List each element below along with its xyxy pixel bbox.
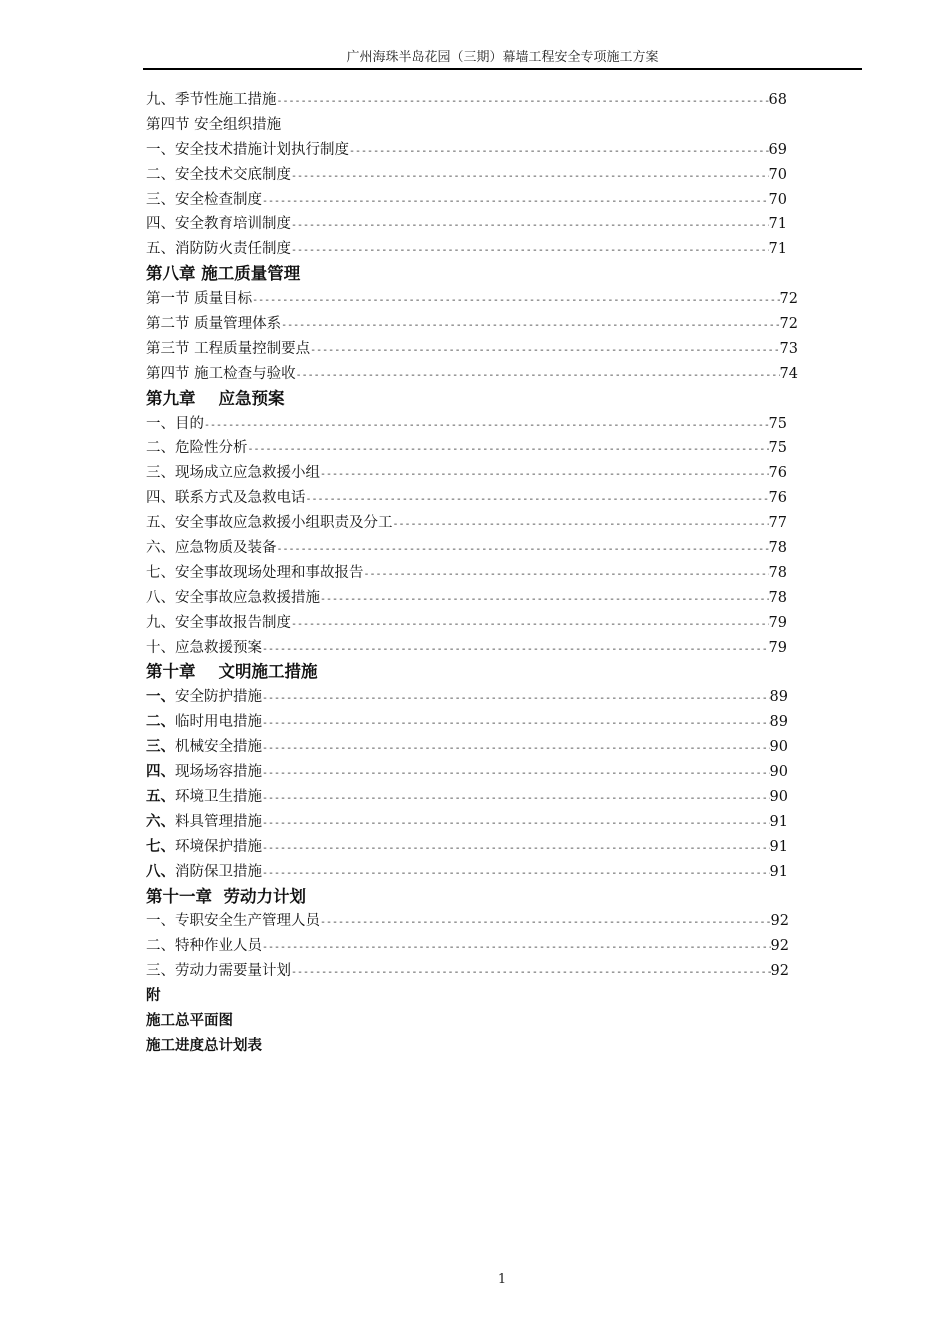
toc-entry[interactable] <box>146 561 846 586</box>
toc-page-number: 89 <box>769 714 788 731</box>
toc-entry-number: 一、 <box>146 689 175 706</box>
toc-entry[interactable] <box>146 511 846 536</box>
toc-entry-label: 安全防护措施 <box>175 689 262 706</box>
dot-leader <box>320 588 769 613</box>
toc-page-number: 92 <box>770 963 789 980</box>
toc-entry-number: 八、 <box>146 863 175 880</box>
chapter-heading[interactable]: 第十一章 劳动力计划 <box>146 886 306 906</box>
toc-entry-label: 第一节 质量目标 <box>146 291 253 308</box>
toc-entry[interactable] <box>146 412 846 437</box>
dot-leader <box>320 463 769 488</box>
toc-entry-label: 九、安全事故报告制度 <box>146 614 291 631</box>
dot-leader <box>320 911 771 936</box>
table-of-contents <box>146 88 846 1059</box>
dot-leader <box>262 837 770 862</box>
toc-entry-label: 一、目的 <box>146 415 204 432</box>
toc-entry[interactable] <box>146 436 846 461</box>
toc-entry[interactable] <box>146 88 846 113</box>
toc-page-number: 90 <box>769 739 788 756</box>
toc-entry-number: 五、 <box>146 788 175 805</box>
toc-page-number: 69 <box>768 141 787 158</box>
toc-page-number: 90 <box>769 764 788 781</box>
toc-page-number: 68 <box>768 92 787 108</box>
dot-leader <box>393 513 769 538</box>
toc-entry[interactable] <box>146 138 846 163</box>
toc-entry-label: 消防保卫措施 <box>175 863 262 880</box>
toc-entry[interactable] <box>146 785 846 810</box>
toc-entry-number: 四、 <box>146 764 175 781</box>
toc-entry-number: 六、 <box>146 813 175 830</box>
toc-page-number: 91 <box>769 863 788 880</box>
toc-entry-number: 七、 <box>146 838 175 855</box>
toc-page-number: 89 <box>769 689 788 706</box>
toc-entry[interactable] <box>146 860 846 885</box>
toc-entry[interactable] <box>146 909 846 934</box>
dot-leader <box>364 563 769 588</box>
chapter-heading[interactable]: 第九章 应急预案 <box>146 388 285 408</box>
appendix-item[interactable]: 施工进度总计划表 <box>146 1037 262 1054</box>
dot-leader <box>248 438 769 463</box>
dot-leader <box>262 712 770 737</box>
toc-page-number: 91 <box>769 838 788 855</box>
toc-entry-number: 三、 <box>146 739 175 756</box>
toc-entry-label: 第三节 工程质量控制要点 <box>146 340 311 357</box>
toc-entry-label: 十、应急救援预案 <box>146 639 262 656</box>
toc-entry-label: 二、特种作业人员 <box>146 938 262 955</box>
toc-entry[interactable] <box>146 486 846 511</box>
dot-leader <box>204 414 769 439</box>
toc-entry-label: 现场场容措施 <box>175 764 262 781</box>
toc-entry-label: 六、应急物质及装备 <box>146 540 277 557</box>
dot-leader <box>262 687 770 712</box>
toc-entry-label: 临时用电措施 <box>175 714 262 731</box>
toc-entry[interactable] <box>146 237 846 262</box>
dot-leader <box>291 613 769 638</box>
toc-page-number: 79 <box>768 614 787 631</box>
toc-entry[interactable] <box>146 760 846 785</box>
toc-entry-label: 二、危险性分析 <box>146 440 248 457</box>
toc-entry[interactable] <box>146 337 846 362</box>
dot-leader <box>262 190 769 215</box>
toc-page-number: 74 <box>779 365 798 382</box>
toc-page-number: 77 <box>768 515 787 532</box>
toc-entry-label: 四、安全教育培训制度 <box>146 216 291 233</box>
toc-entry-label: 一、安全技术措施计划执行制度 <box>146 141 349 158</box>
toc-entry-label: 九、季节性施工措施 <box>146 92 277 108</box>
toc-page-number: 73 <box>779 340 798 357</box>
toc-entry-label: 三、现场成立应急救援小组 <box>146 465 320 482</box>
chapter-heading[interactable]: 第八章 施工质量管理 <box>146 264 301 284</box>
page-number: 1 <box>497 1272 507 1287</box>
page-header: 广州海珠半岛花园（三期）幕墙工程安全专项施工方案 <box>143 49 862 70</box>
toc-entry[interactable] <box>146 710 846 735</box>
dot-leader <box>262 762 770 787</box>
toc-entry-label: 三、劳动力需要量计划 <box>146 963 291 980</box>
toc-page-number: 76 <box>768 490 787 507</box>
toc-entry[interactable] <box>146 735 846 760</box>
toc-entry-number: 二、 <box>146 714 175 731</box>
dot-leader <box>281 314 779 339</box>
toc-entry-label: 五、消防防火责任制度 <box>146 241 291 258</box>
toc-page-number: 91 <box>769 813 788 830</box>
section-heading[interactable]: 第四节 安全组织措施 <box>146 116 282 133</box>
toc-page-number: 75 <box>768 440 787 457</box>
toc-entry-label: 七、安全事故现场处理和事故报告 <box>146 564 364 581</box>
toc-page-number: 79 <box>768 639 787 656</box>
chapter-heading[interactable]: 第十章 文明施工措施 <box>146 662 318 682</box>
dot-leader <box>262 936 771 961</box>
toc-page-number: 71 <box>768 216 787 233</box>
dot-leader <box>277 90 769 115</box>
toc-page-number: 76 <box>768 465 787 482</box>
toc-entry[interactable] <box>146 188 846 213</box>
toc-entry[interactable] <box>146 312 846 337</box>
dot-leader <box>252 289 779 314</box>
dot-leader <box>291 214 769 239</box>
toc-entry-label: 四、联系方式及急救电话 <box>146 490 306 507</box>
toc-entry[interactable] <box>146 163 846 188</box>
toc-page-number: 72 <box>779 291 798 308</box>
dot-leader <box>349 140 769 165</box>
toc-entry[interactable] <box>146 536 846 561</box>
toc-entry-label: 八、安全事故应急救援措施 <box>146 589 320 606</box>
toc-page-number: 78 <box>768 564 787 581</box>
toc-entry-label: 环境卫生措施 <box>175 788 262 805</box>
toc-entry[interactable] <box>146 636 846 661</box>
toc-entry-label: 三、安全检查制度 <box>146 191 262 208</box>
toc-page-number: 78 <box>768 540 787 557</box>
toc-entry[interactable] <box>146 362 846 387</box>
toc-page-number: 90 <box>769 788 788 805</box>
toc-page-number: 75 <box>768 415 787 432</box>
toc-page-number: 78 <box>768 589 787 606</box>
toc-entry[interactable] <box>146 810 846 835</box>
toc-entry-label: 机械安全措施 <box>175 739 262 756</box>
dot-leader <box>310 339 779 364</box>
toc-page-number: 92 <box>770 938 789 955</box>
toc-entry-label: 第四节 施工检查与验收 <box>146 365 296 382</box>
dot-leader <box>277 538 769 563</box>
toc-entry[interactable] <box>146 212 846 237</box>
toc-entry[interactable] <box>146 685 846 710</box>
toc-page-number: 70 <box>768 166 787 183</box>
toc-entry[interactable] <box>146 461 846 486</box>
dot-leader <box>291 961 771 986</box>
toc-entry[interactable] <box>146 287 846 312</box>
dot-leader <box>262 812 770 837</box>
toc-page-number: 70 <box>768 191 787 208</box>
dot-leader <box>262 862 770 887</box>
dot-leader <box>306 488 769 513</box>
dot-leader <box>262 737 770 762</box>
toc-entry-label: 二、安全技术交底制度 <box>146 166 291 183</box>
dot-leader <box>262 638 769 663</box>
toc-entry-label: 五、安全事故应急救援小组职责及分工 <box>146 515 393 532</box>
toc-entry-label: 第二节 质量管理体系 <box>146 316 282 333</box>
dot-leader <box>296 364 780 389</box>
appendix-heading[interactable]: 附 <box>146 988 161 1005</box>
toc-entry[interactable] <box>146 586 846 611</box>
dot-leader <box>262 787 770 812</box>
toc-page-number: 92 <box>770 913 789 930</box>
appendix-item[interactable]: 施工总平面图 <box>146 1012 233 1029</box>
toc-entry[interactable] <box>146 959 846 984</box>
toc-entry[interactable] <box>146 611 846 636</box>
toc-entry-label: 料具管理措施 <box>175 813 262 830</box>
dot-leader <box>291 239 769 264</box>
dot-leader <box>291 165 769 190</box>
toc-page-number: 71 <box>768 241 787 258</box>
toc-page-number: 72 <box>779 316 798 333</box>
toc-entry[interactable] <box>146 934 846 959</box>
toc-entry-label: 一、专职安全生产管理人员 <box>146 913 320 930</box>
toc-entry[interactable] <box>146 835 846 860</box>
toc-entry-label: 环境保护措施 <box>175 838 262 855</box>
